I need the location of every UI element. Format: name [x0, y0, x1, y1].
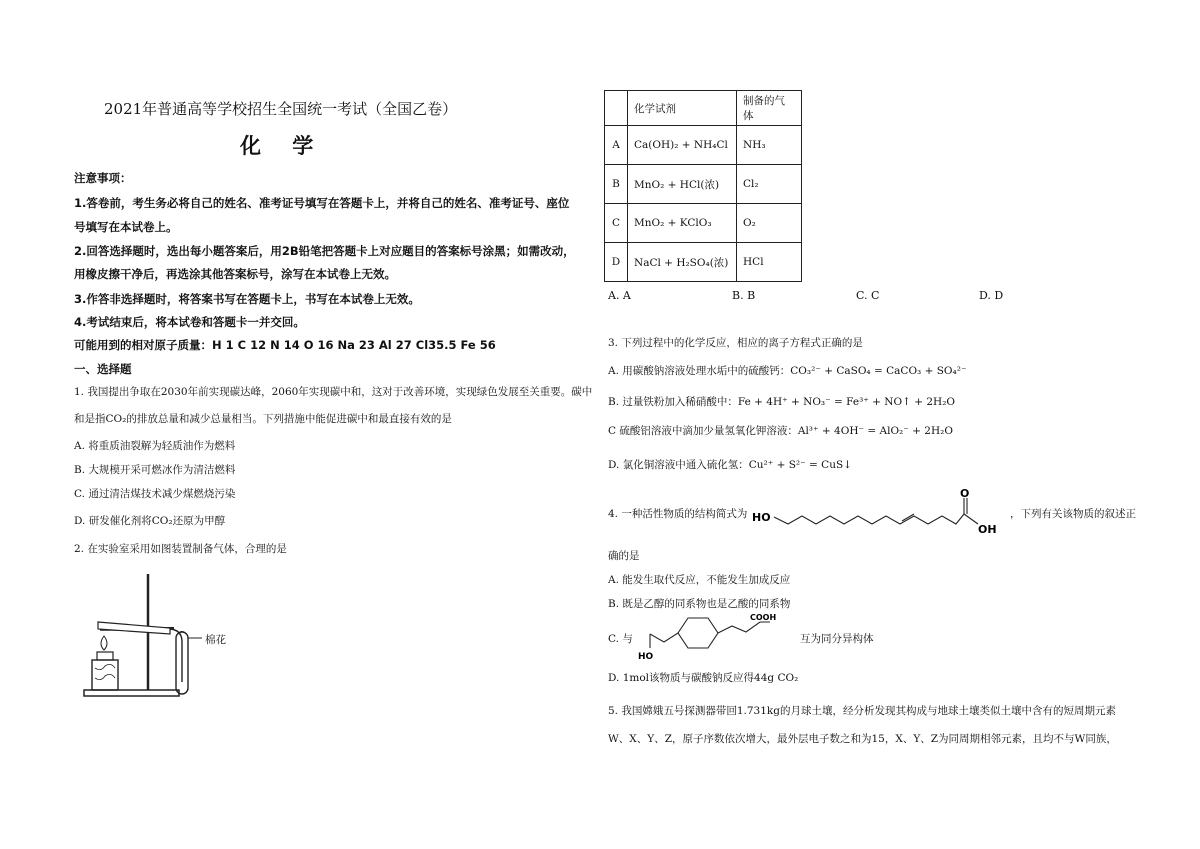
- q5-stem: 5. 我国嫦娥五号探测器带回1.731kg的月球土壤，经分析发现其构成与地球土壤类似土壤中含有的短周期元素: [608, 705, 1116, 717]
- notice-line: 号填写在本试卷上。: [74, 220, 178, 234]
- q3-stem: 3. 下列过程中的化学反应，相应的离子方程式正确的是: [608, 337, 863, 349]
- molecule-structure: [752, 486, 1002, 538]
- oh-label: OH: [978, 523, 997, 536]
- table-row: [605, 243, 802, 282]
- q4-option-d: D. 1mol该物质与碳酸钠反应得44g CO₂: [608, 672, 799, 684]
- q4-option-c-cont: 互为同分异构体: [800, 633, 874, 645]
- q3-option-d: D. 氯化铜溶液中通入硫化氢：Cu²⁺ + S²⁻ = CuS↓: [608, 459, 852, 471]
- table-cell: B: [605, 165, 628, 204]
- q2-stem: 2. 在实验室采用如图装置制备气体，合理的是: [74, 543, 287, 555]
- subject-title: 化 学: [240, 134, 326, 158]
- q4-stem-line2: 确的是: [608, 550, 640, 562]
- q2-option-d: D. D: [979, 289, 1004, 302]
- q3-option-b: B. 过量铁粉加入稀硝酸中：Fe + 4H⁺ + NO₃⁻ = Fe³⁺ + NO↑ + 2H₂O: [608, 396, 956, 408]
- q3-option-c: C 硫酸铝溶液中滴加少量氢氧化钾溶液：Al³⁺ + 4OH⁻ = AlO₂⁻ + 2H₂O: [608, 425, 953, 437]
- section-heading: 一、选择题: [74, 362, 132, 376]
- table-cell: NH₃: [737, 126, 802, 165]
- q2-option-a: A. A: [608, 289, 631, 302]
- cooh-label: COOH: [750, 613, 777, 622]
- table-header-row: [605, 91, 802, 126]
- ho-label: HO: [638, 652, 654, 662]
- table-cell: C: [605, 204, 628, 243]
- notice-line: 4.考试结束后，将本试卷和答题卡一并交回。: [74, 315, 305, 329]
- cotton-label: 棉花: [205, 634, 226, 646]
- table-row: [605, 204, 802, 243]
- notice-line: 2.回答选择题时，选出每小题答案后，用2B铅笔把答题卡上对应题目的答案标号涂黑；如需改动，: [74, 244, 575, 258]
- table-cell: Ca(OH)₂ + NH₄Cl: [628, 126, 737, 165]
- notice-line: 3.作答非选择题时，将答案书写在答题卡上，书写在本试卷上无效。: [74, 292, 420, 306]
- q4-option-c: C. 与: [608, 633, 633, 645]
- ho-label: HO: [752, 511, 771, 524]
- q1-stem-2: [74, 411, 452, 426]
- q1-stem-text: 的排放总量和减少总量相当。下列措施中能促进碳中和最直接有效的是: [126, 413, 452, 425]
- reagent-table: [604, 90, 802, 282]
- table-header: 制备的气体: [737, 91, 802, 126]
- o-label: O: [960, 487, 970, 500]
- q1-stem-text: 和是指: [74, 413, 106, 425]
- q2-option-b: B. B: [732, 289, 756, 302]
- q4-option-a: A. 能发生取代反应，不能发生加成反应: [608, 574, 791, 586]
- q1-option-c: C. 通过清洁煤技术减少煤燃烧污染: [74, 488, 236, 500]
- q1-option-d: D. 研发催化剂将CO₂还原为甲醇: [74, 515, 226, 527]
- atomic-masses: 可能用到的相对原子质量：H 1 C 12 N 14 O 16 Na 23 Al 27 Cl35.5 Fe 56: [74, 338, 496, 352]
- table-cell: MnO₂ + HCl(浓): [628, 165, 737, 204]
- q1-stem: 1. 我国提出争取在2030年前实现碳达峰，2060年实现碳中和，这对于改善环境，实现绿色发展至关重要。碳中: [74, 386, 593, 398]
- q4-stem-cont: ，下列有关该物质的叙述正: [1010, 508, 1136, 520]
- table-cell: Cl₂: [737, 165, 802, 204]
- exam-title: 2021年普通高等学校招生全国统一考试（全国乙卷）: [104, 100, 458, 118]
- notice-line: 1.答卷前，考生务必将自己的姓名、准考证号填写在答题卡上，并将自己的姓名、准考证号、座位: [74, 196, 570, 210]
- table-header: 化学试剂: [628, 91, 737, 126]
- table-cell: HCl: [737, 243, 802, 282]
- table-cell: [605, 91, 628, 126]
- table-cell: D: [605, 243, 628, 282]
- q1-option-b: B. 大规模开采可燃冰作为清洁燃料: [74, 464, 236, 476]
- q5-stem-2: W、X、Y、Z，原子序数依次增大，最外层电子数之和为15，X、Y、Z为同周期相邻元素，且均不与W同族，: [608, 733, 1117, 745]
- notice-line: 用橡皮擦干净后，再选涂其他答案标号，涂写在本试卷上无效。: [74, 267, 396, 281]
- table-row: [605, 126, 802, 165]
- table-cell: MnO₂ + KClO₃: [628, 204, 737, 243]
- table-row: [605, 165, 802, 204]
- cyclohexane-structure: [636, 610, 796, 662]
- q3-option-a: A. 用碳酸钠溶液处理水垢中的硫酸钙：CO₃²⁻ + CaSO₄ = CaCO₃ + SO₄²⁻: [608, 365, 967, 377]
- q2-option-c: C. C: [856, 289, 880, 302]
- q4-stem: 4. 一种活性物质的结构简式为: [608, 508, 748, 520]
- q4-option-b: B. 既是乙醇的同系物也是乙酸的同系物: [608, 598, 791, 610]
- table-cell: A: [605, 126, 628, 165]
- notice-heading: 注意事项：: [74, 171, 132, 185]
- co2-formula: CO₂: [105, 413, 127, 425]
- table-cell: O₂: [737, 204, 802, 243]
- table-cell: NaCl + H₂SO₄(浓): [628, 243, 737, 282]
- q1-option-a: A. 将重质油裂解为轻质油作为燃料: [74, 440, 236, 452]
